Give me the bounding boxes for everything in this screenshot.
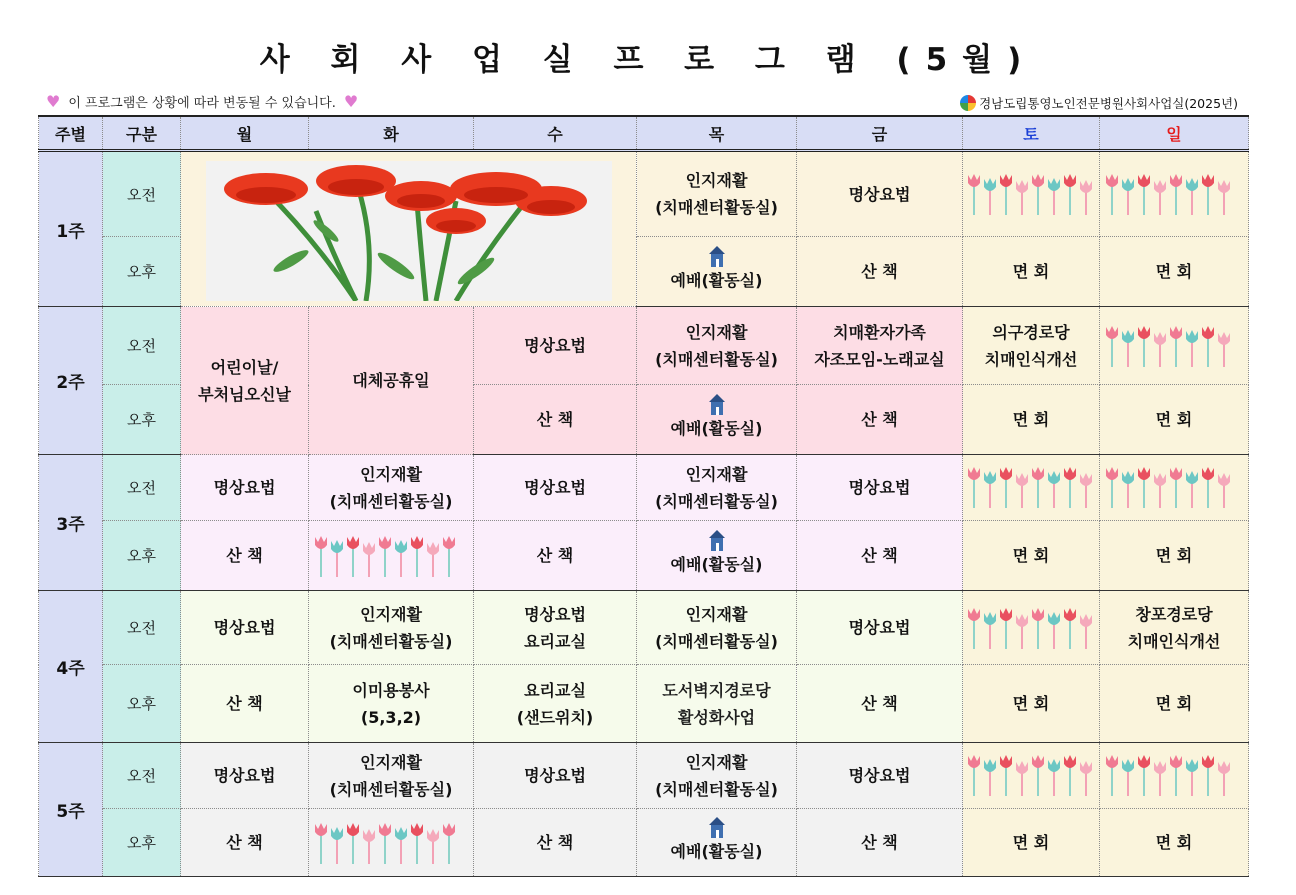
tulip-illustration: [1100, 743, 1249, 809]
cell-fri: 치매환자가족 자조모임-노래교실: [797, 307, 963, 385]
week5-am-row: [39, 743, 1249, 809]
cell-thu: 인지재활 (치매센터활동실): [637, 743, 797, 809]
cell-wed: 산 책: [474, 521, 637, 591]
cell-mon: 명상요법: [181, 591, 309, 665]
tulip-illustration: [309, 521, 474, 591]
cell-wed: 명상요법 요리교실: [474, 591, 637, 665]
week2-am-row: [39, 307, 1249, 385]
cell-fri: 명상요법: [797, 151, 963, 237]
heart-icon: ♥: [46, 92, 61, 111]
tulip-icon: [1104, 163, 1244, 225]
cell-thu: 예배(활동실): [637, 809, 797, 877]
period-pm: 오후: [103, 665, 181, 743]
period-am: 오전: [103, 743, 181, 809]
tulip-illustration: [1100, 151, 1249, 237]
header-period: 구분: [103, 116, 181, 151]
week3-am-row: [39, 455, 1249, 521]
header-week: 주별: [39, 116, 103, 151]
cell-sat: 면 회: [963, 809, 1100, 877]
period-am: 오전: [103, 307, 181, 385]
cell-sun: 면 회: [1100, 809, 1249, 877]
cell-fri: 명상요법: [797, 743, 963, 809]
cell-wed: 요리교실 (샌드위치): [474, 665, 637, 743]
header-wed: 수: [474, 116, 637, 151]
church-icon: [697, 529, 737, 551]
week4-pm-row: [39, 665, 1249, 743]
cell-thu: 인지재활 (치매센터활동실): [637, 455, 797, 521]
week-label: 5주: [39, 743, 103, 877]
cell-sat: 면 회: [963, 665, 1100, 743]
cell-tue: 인지재활 (치매센터활동실): [309, 455, 474, 521]
cell-thu: 인지재활 (치매센터활동실): [637, 151, 797, 237]
week-label: 4주: [39, 591, 103, 743]
notice: [46, 92, 358, 111]
cell-thu: 인지재활 (치매센터활동실): [637, 591, 797, 665]
notice-text: 이 프로그램은 상황에 따라 변동될 수 있습니다.: [68, 96, 336, 111]
period-pm: 오후: [103, 385, 181, 455]
tulip-illustration: [963, 743, 1100, 809]
cell-mon: 명상요법: [181, 743, 309, 809]
cell-wed: 산 책: [474, 385, 637, 455]
organization-name: 경남도립통영노인전문병원사회사업실(2025년): [979, 96, 1238, 111]
period-pm: 오후: [103, 521, 181, 591]
tulip-icon: [966, 746, 1096, 806]
cell-sun: 면 회: [1100, 237, 1249, 307]
period-pm: 오후: [103, 237, 181, 307]
carnation-illustration: [181, 151, 637, 307]
church-icon: [697, 816, 737, 838]
cell-fri: 산 책: [797, 665, 963, 743]
header-sun: 일: [1100, 116, 1249, 151]
week3-pm-row: [39, 521, 1249, 591]
cell-wed: 명상요법: [474, 307, 637, 385]
cell-thu: 예배(활동실): [637, 237, 797, 307]
cell-sun: 면 회: [1100, 665, 1249, 743]
tulip-illustration: [963, 591, 1100, 665]
cell-sat: 면 회: [963, 521, 1100, 591]
week-label: 1주: [39, 151, 103, 307]
page-title: 사 회 사 업 실 프 로 그 램 (5월): [259, 42, 1037, 78]
church-icon: [697, 245, 737, 267]
header-row: [39, 116, 1249, 151]
carnation-icon: [206, 161, 612, 301]
cell-fri: 산 책: [797, 809, 963, 877]
hospital-logo-icon: [960, 95, 976, 111]
header-mon: 월: [181, 116, 309, 151]
cell-mon-holiday: 어린이날/ 부처님오신날: [181, 307, 309, 455]
week-label: 2주: [39, 307, 103, 455]
cell-thu: 예배(활동실): [637, 521, 797, 591]
cell-mon: 산 책: [181, 521, 309, 591]
cell-fri: 산 책: [797, 237, 963, 307]
cell-sun: 창포경로당 치매인식개선: [1100, 591, 1249, 665]
cell-wed: 산 책: [474, 809, 637, 877]
week1-am-row: [39, 151, 1249, 237]
heart-icon: ♥: [343, 92, 359, 111]
tulip-illustration: [963, 455, 1100, 521]
cell-sun: 면 회: [1100, 385, 1249, 455]
week5-pm-row: [39, 809, 1249, 877]
header-sat: 토: [963, 116, 1100, 151]
cell-sat: 면 회: [963, 385, 1100, 455]
cell-fri: 산 책: [797, 385, 963, 455]
organization: [960, 94, 1238, 112]
period-am: 오전: [103, 591, 181, 665]
week-label: 3주: [39, 455, 103, 591]
tulip-illustration: [963, 151, 1100, 237]
cell-tue: 인지재활 (치매센터활동실): [309, 591, 474, 665]
cell-mon: 명상요법: [181, 455, 309, 521]
cell-thu: 인지재활 (치매센터활동실): [637, 307, 797, 385]
cell-sun: 면 회: [1100, 521, 1249, 591]
cell-tue: 이미용봉사 (5,3,2): [309, 665, 474, 743]
period-am: 오전: [103, 455, 181, 521]
cell-tue: 인지재활 (치매센터활동실): [309, 743, 474, 809]
cell-fri: 명상요법: [797, 455, 963, 521]
cell-tue-holiday: 대체공휴일: [309, 307, 474, 455]
tulip-icon: [966, 458, 1096, 518]
header-thu: 목: [637, 116, 797, 151]
cell-fri: 명상요법: [797, 591, 963, 665]
tulip-icon: [1104, 458, 1244, 518]
period-pm: 오후: [103, 809, 181, 877]
cell-wed: 명상요법: [474, 743, 637, 809]
tulip-icon: [1104, 315, 1244, 377]
tulip-icon: [966, 163, 1096, 225]
cell-sat: 면 회: [963, 237, 1100, 307]
week4-am-row: [39, 591, 1249, 665]
schedule-table: [38, 115, 1249, 877]
tulip-illustration: [1100, 455, 1249, 521]
cell-sat: 의구경로당 치매인식개선: [963, 307, 1100, 385]
cell-thu: 예배(활동실): [637, 385, 797, 455]
period-am: 오전: [103, 151, 181, 237]
cell-thu: 도서벽지경로당 활성화사업: [637, 665, 797, 743]
tulip-icon: [313, 812, 469, 874]
tulip-icon: [313, 525, 469, 587]
tulip-illustration: [1100, 307, 1249, 385]
tulip-illustration: [309, 809, 474, 877]
cell-mon: 산 책: [181, 665, 309, 743]
tulip-icon: [1104, 746, 1244, 806]
cell-mon: 산 책: [181, 809, 309, 877]
cell-wed: 명상요법: [474, 455, 637, 521]
tulip-icon: [966, 597, 1096, 659]
header-tue: 화: [309, 116, 474, 151]
cell-fri: 산 책: [797, 521, 963, 591]
church-icon: [697, 393, 737, 415]
header-fri: 금: [797, 116, 963, 151]
